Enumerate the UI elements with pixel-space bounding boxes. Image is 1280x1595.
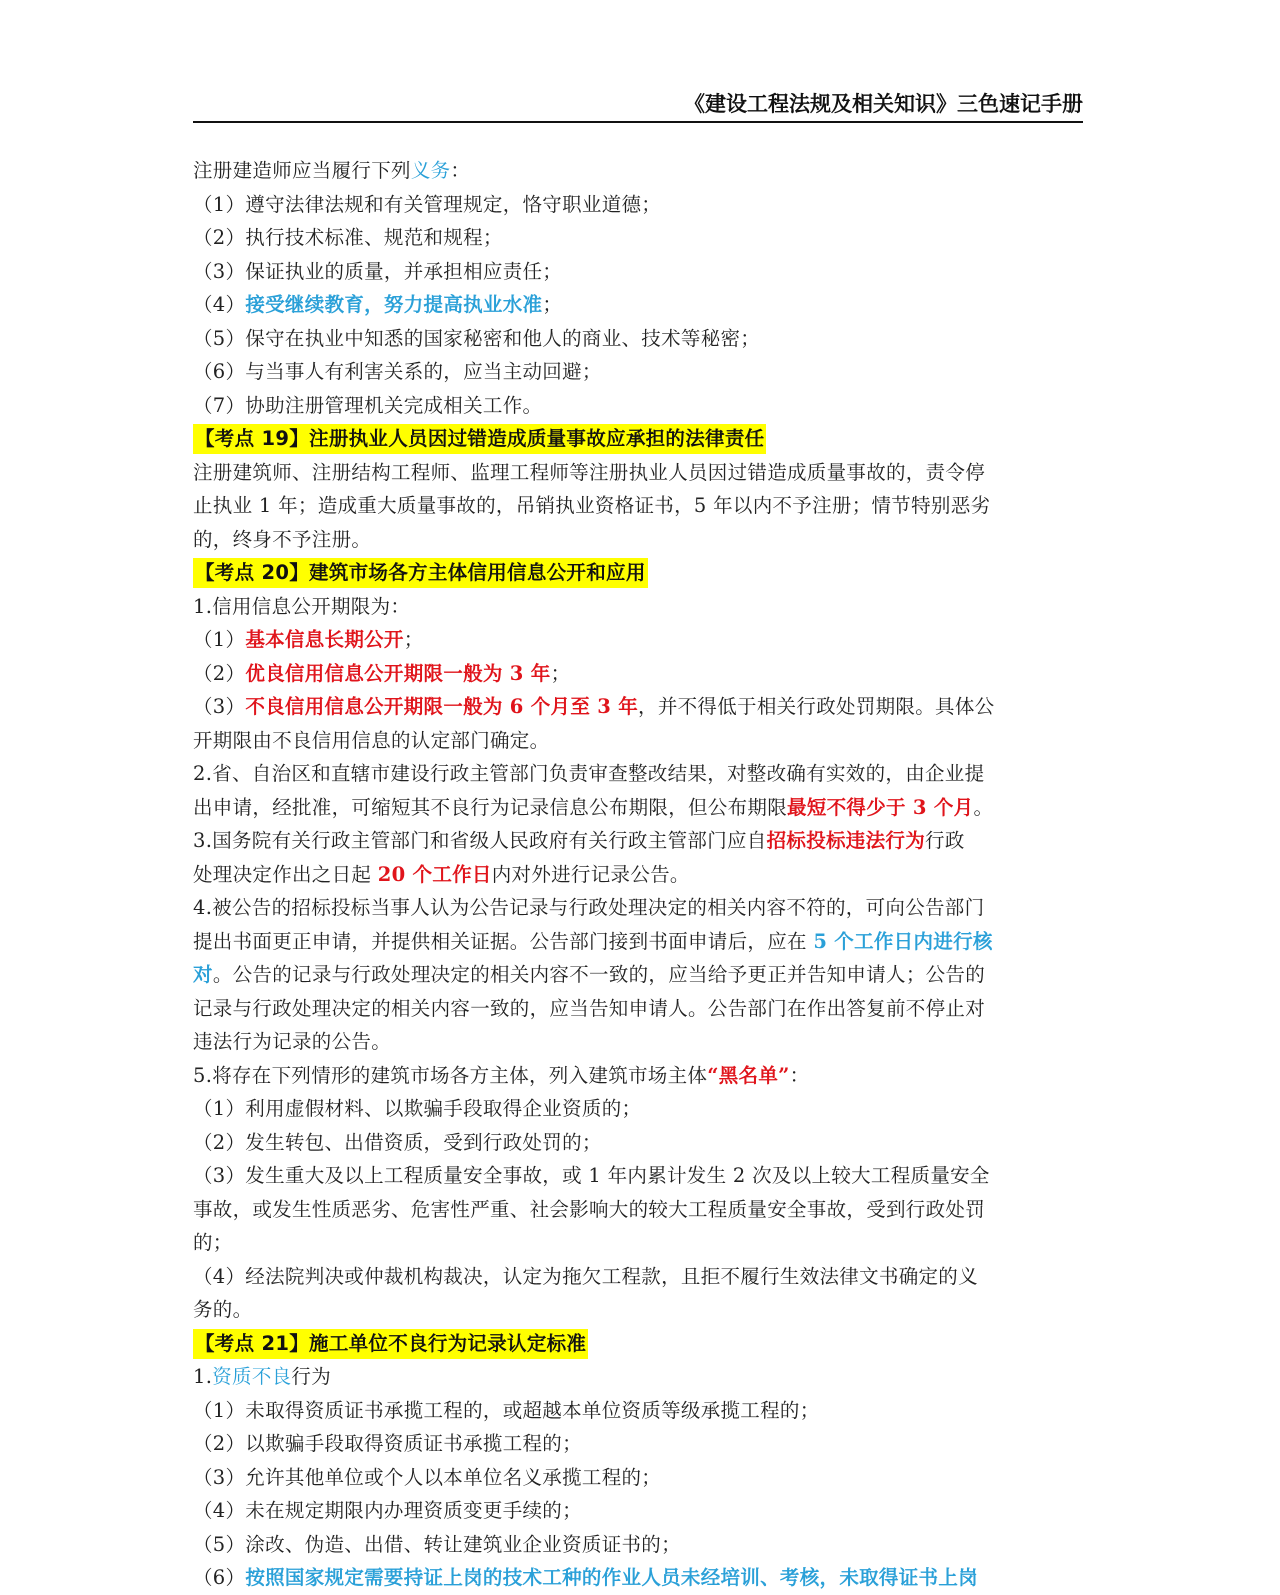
body-text: 注册建筑师、注册结构工程师、监理工程师等注册执业人员因过错造成质量事故的，责令停 [193, 460, 986, 484]
text-line [193, 891, 1083, 925]
body-text: （4）未在规定期限内办理资质变更手续的； [193, 1499, 582, 1522]
text-line [193, 456, 1083, 490]
emphasis-text: 5 个工作日内进行核 [813, 929, 993, 953]
body-text: （1）未取得资质证书承揽工程的，或超越本单位资质等级承揽工程的； [193, 1398, 820, 1422]
section-heading [193, 422, 1083, 456]
text-line [193, 958, 1083, 992]
text-line [193, 389, 1083, 423]
body-text: 3.国务院有关行政主管部门和省级人民政府有关行政主管部门应自 [193, 829, 767, 852]
text-line [193, 1126, 1083, 1160]
body-text: ，并不得低于相关行政处罚期限。具体公 [638, 695, 995, 718]
text-line [193, 188, 1083, 222]
text-line [193, 791, 1083, 825]
body-text: 行为 [291, 1365, 332, 1388]
body-text: （5）保守在执业中知悉的国家秘密和他人的商业、技术等秘密； [193, 326, 761, 350]
header-title: 《建设工程法规及相关知识》三色速记手册 [684, 92, 1083, 116]
text-line [193, 925, 1083, 959]
body-text: （2） [193, 661, 246, 685]
text-line [193, 221, 1083, 255]
emphasis-text: 20 个工作日 [377, 862, 492, 886]
body-text: 处理决定作出之日起 [193, 862, 378, 886]
text-line [193, 322, 1083, 356]
section-heading [193, 556, 1083, 590]
text-line [193, 590, 1083, 624]
header-rule [193, 121, 1083, 123]
text-line [193, 690, 1083, 724]
text-line [193, 1494, 1083, 1528]
body-text: 开期限由不良信用信息的认定部门确定。 [193, 728, 550, 752]
body-text: ； [550, 661, 571, 685]
text-line [193, 1528, 1083, 1562]
body-text: 记录与行政处理决定的相关内容一致的，应当告知申请人。公告部门在作出答复前不停止对 [193, 996, 986, 1020]
body-text: 。 [973, 795, 994, 819]
body-text: （2）发生转包、出借资质，受到行政处罚的； [193, 1130, 602, 1154]
text-line [193, 288, 1083, 322]
body-text: （3） [193, 695, 246, 718]
body-text: 5.将存在下列情形的建筑市场各方主体，列入建筑市场主体 [193, 1063, 708, 1087]
text-line [193, 1092, 1083, 1126]
body-text: （5）涂改、伪造、出借、转让建筑业企业资质证书的； [193, 1532, 681, 1556]
body-text: ： [789, 1063, 810, 1087]
body-text: 4.被公告的招标投标当事人认为公告记录与行政处理决定的相关内容不符的，可向公告部门 [193, 896, 985, 919]
emphasis-text: 最短不得少于 3 个月 [787, 795, 974, 819]
text-line [193, 1561, 1083, 1595]
text-line [193, 623, 1083, 657]
emphasis-text: 按照国家规定需要持证上岗的技术工种的作业人员未经培训、考核，未取得证书上岗 [245, 1566, 978, 1589]
body-text: ； [542, 293, 563, 316]
body-text: 止执业 1 年；造成重大质量事故的，吊销执业资格证书，5 年以内不予注册；情节特别恶劣 [193, 494, 991, 517]
text-line [193, 757, 1083, 791]
text-line [193, 1025, 1083, 1059]
text-line [193, 1059, 1083, 1093]
text-line [193, 657, 1083, 691]
text-line [193, 992, 1083, 1026]
body-text: （3）保证执业的质量，并承担相应责任； [193, 259, 563, 283]
body-text: （4） [193, 293, 246, 316]
text-line [193, 255, 1083, 289]
body-text: （4）经法院判决或仲裁机构裁决，认定为拖欠工程款，且拒不履行生效法律文书确定的义 [193, 1264, 978, 1288]
emphasis-text: “黑名单” [707, 1063, 790, 1087]
body-text: ； [403, 628, 424, 651]
body-text: 的，终身不予注册。 [193, 527, 372, 551]
body-text: 出申请，经批准，可缩短其不良行为记录信息公布期限，但公布期限 [193, 795, 788, 819]
body-text: （2）执行技术标准、规范和规程； [193, 226, 503, 249]
document-body [193, 154, 1083, 1595]
text-line [193, 154, 1083, 188]
body-text: （3）允许其他单位或个人以本单位名义承揽工程的； [193, 1465, 662, 1489]
body-text: 1.信用信息公开期限为： [193, 594, 411, 618]
text-line [193, 1360, 1083, 1394]
emphasis-text: 基本信息长期公开 [245, 628, 404, 651]
emphasis-text: 对 [193, 963, 213, 986]
highlighted-heading: 【考点 21】施工单位不良行为记录认定标准 [193, 1329, 588, 1359]
text-line [193, 1427, 1083, 1461]
body-text: 内对外进行记录公告。 [491, 862, 690, 886]
body-text: （7）协助注册管理机关完成相关工作。 [193, 393, 543, 417]
body-text: （1）遵守法律法规和有关管理规定，恪守职业道德； [193, 192, 662, 216]
text-line [193, 1159, 1083, 1193]
text-line [193, 1193, 1083, 1227]
text-line [193, 1461, 1083, 1495]
text-line [193, 1293, 1083, 1327]
text-line [193, 724, 1083, 758]
text-line [193, 1260, 1083, 1294]
body-text: 行政 [925, 829, 965, 852]
body-text: 。公告的记录与行政处理决定的相关内容不一致的，应当给予更正并告知申请人；公告的 [212, 963, 986, 986]
body-text: 的； [193, 1231, 233, 1254]
body-text: 事故，或发生性质恶劣、危害性严重、社会影响大的较大工程质量安全事故，受到行政处罚 [193, 1197, 986, 1221]
text-line [193, 858, 1083, 892]
body-text: ： [450, 159, 471, 182]
emphasis-text: 义务 [410, 159, 451, 182]
body-text: 违法行为记录的公告。 [193, 1030, 392, 1053]
highlighted-heading: 【考点 19】注册执业人员因过错造成质量事故应承担的法律责任 [193, 424, 766, 454]
body-text: （1） [193, 628, 246, 651]
text-line [193, 489, 1083, 523]
body-text: （1）利用虚假材料、以欺骗手段取得企业资质的； [193, 1097, 642, 1120]
body-text: （6） [193, 1566, 246, 1589]
emphasis-text: 不良信用信息公开期限一般为 6 个月至 3 年 [245, 695, 639, 718]
body-text: 注册建造师应当履行下列 [193, 159, 411, 182]
text-line [193, 355, 1083, 389]
highlighted-heading: 【考点 20】建筑市场各方主体信用信息公开和应用 [193, 558, 648, 588]
body-text: 务的。 [193, 1298, 253, 1321]
emphasis-text: 优良信用信息公开期限一般为 3 年 [245, 661, 551, 685]
body-text: 提出书面更正申请，并提供相关证据。公告部门接到书面申请后，应在 [193, 929, 814, 953]
text-line [193, 1394, 1083, 1428]
body-text: （3）发生重大及以上工程质量安全事故，或 1 年内累计发生 2 次及以上较大工程质量安全 [193, 1164, 990, 1187]
body-text: （2）以欺骗手段取得资质证书承揽工程的； [193, 1432, 582, 1455]
section-heading [193, 1327, 1083, 1361]
emphasis-text: 接受继续教育，努力提高执业水准 [245, 293, 543, 316]
emphasis-text: 招标投标违法行为 [766, 829, 926, 852]
body-text: （6）与当事人有利害关系的，应当主动回避； [193, 360, 602, 383]
text-line [193, 824, 1083, 858]
emphasis-text: 资质不良 [212, 1365, 292, 1388]
text-line [193, 1226, 1083, 1260]
text-line [193, 523, 1083, 557]
body-text: 2.省、自治区和直辖市建设行政主管部门负责审查整改结果，对整改确有实效的，由企业提 [193, 762, 985, 785]
body-text: 1. [193, 1365, 213, 1388]
